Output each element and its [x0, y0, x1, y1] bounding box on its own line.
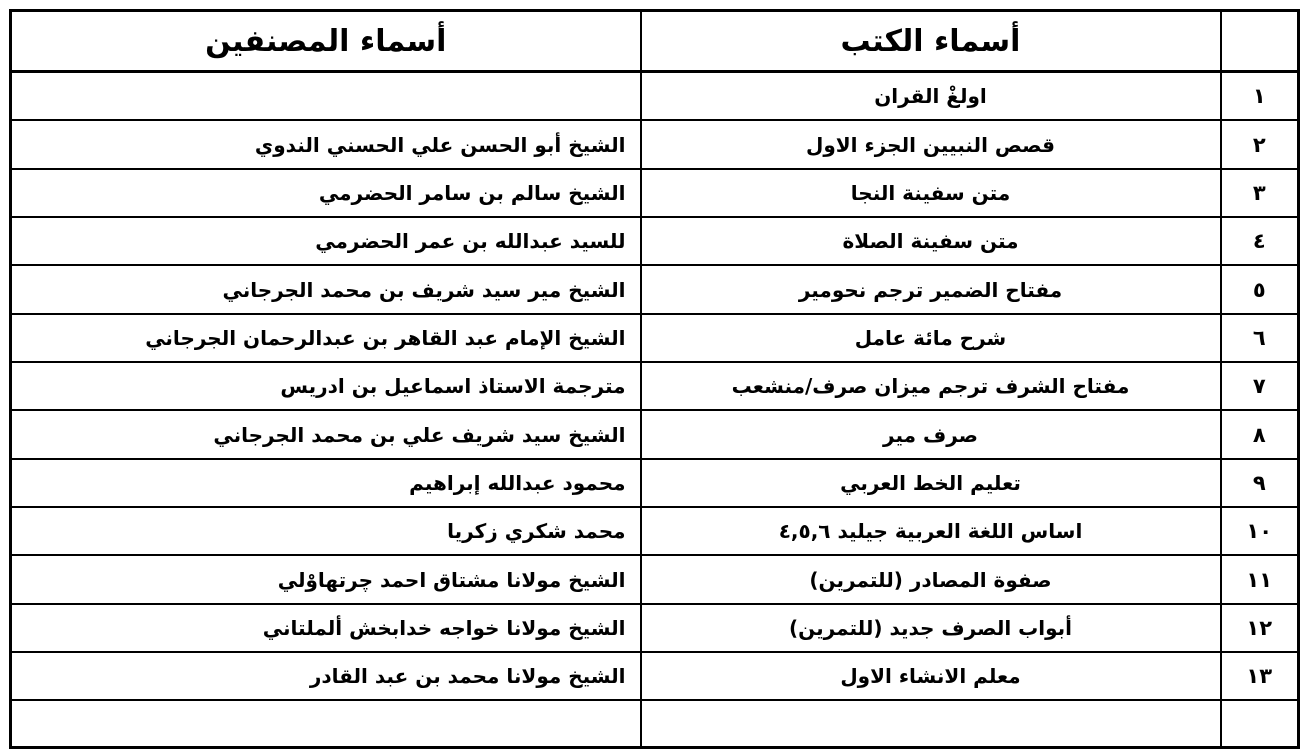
book-cell: اولغْ القران — [641, 72, 1221, 121]
table-row — [11, 604, 1299, 652]
author-cell: الشيخ مولانا خواجه خدابخش ألملتاني — [11, 604, 641, 652]
number-cell: ٣ — [1221, 169, 1299, 217]
author-cell: للسيد عبدالله بن عمر الحضرمي — [11, 217, 641, 265]
table-row — [11, 265, 1299, 313]
author-cell: الشيخ مير سيد شريف بن محمد الجرجاني — [11, 265, 641, 313]
author-cell — [11, 72, 641, 121]
number-column-header — [1221, 11, 1299, 72]
table-row-empty — [11, 700, 1299, 747]
books-table — [9, 9, 1300, 749]
author-cell: مترجمة الاستاذ اسماعيل بن ادريس — [11, 362, 641, 410]
author-cell: الشيخ سيد شريف علي بن محمد الجرجاني — [11, 410, 641, 458]
author-cell: الشيخ الإمام عبد القاهر بن عبدالرحمان الجرجاني — [11, 314, 641, 362]
book-cell: أبواب الصرف جديد (للتمرين) — [641, 604, 1221, 652]
author-cell: الشيخ مولانا محمد بن عبد القادر — [11, 652, 641, 700]
table-row — [11, 652, 1299, 700]
book-cell: شرح مائة عامل — [641, 314, 1221, 362]
author-cell: محمود عبدالله إبراهيم — [11, 459, 641, 507]
book-cell: متن سفينة النجا — [641, 169, 1221, 217]
number-cell: ٧ — [1221, 362, 1299, 410]
book-list-sheet — [9, 9, 1297, 749]
author-cell: الشيخ أبو الحسن علي الحسني الندوي — [11, 120, 641, 168]
number-cell: ١٣ — [1221, 652, 1299, 700]
authors-column-header: أسماء المصنفين — [11, 11, 641, 72]
number-cell: ١ — [1221, 72, 1299, 121]
book-cell: تعليم الخط العربي — [641, 459, 1221, 507]
table-row — [11, 459, 1299, 507]
book-cell: مفتاح الشرف ترجم ميزان صرف/منشعب — [641, 362, 1221, 410]
table-row — [11, 72, 1299, 121]
table-row — [11, 507, 1299, 555]
number-cell: ١٢ — [1221, 604, 1299, 652]
number-cell: ١٠ — [1221, 507, 1299, 555]
table-row — [11, 217, 1299, 265]
table-row — [11, 169, 1299, 217]
table-row — [11, 362, 1299, 410]
number-cell: ٤ — [1221, 217, 1299, 265]
table-row — [11, 314, 1299, 362]
number-cell — [1221, 700, 1299, 747]
author-cell: الشيخ سالم بن سامر الحضرمي — [11, 169, 641, 217]
table-row — [11, 555, 1299, 603]
author-cell: الشيخ مولانا مشتاق احمد چرتهاوْلي — [11, 555, 641, 603]
book-cell: مفتاح الضمير ترجم نحومير — [641, 265, 1221, 313]
book-cell: صرف مير — [641, 410, 1221, 458]
number-cell: ٩ — [1221, 459, 1299, 507]
book-cell: متن سفينة الصلاة — [641, 217, 1221, 265]
book-cell: قصص النبيين الجزء الاول — [641, 120, 1221, 168]
number-cell: ٢ — [1221, 120, 1299, 168]
author-cell: محمد شكري زكريا — [11, 507, 641, 555]
table-header-row — [11, 11, 1299, 72]
book-cell: صفوة المصادر (للتمرين) — [641, 555, 1221, 603]
books-column-header: أسماء الكتب — [641, 11, 1221, 72]
book-cell: معلم الانشاء الاول — [641, 652, 1221, 700]
book-cell: اساس اللغة العربية جيليد ٤,٥,٦ — [641, 507, 1221, 555]
author-cell — [11, 700, 641, 747]
number-cell: ٦ — [1221, 314, 1299, 362]
table-row — [11, 120, 1299, 168]
book-cell — [641, 700, 1221, 747]
number-cell: ٨ — [1221, 410, 1299, 458]
number-cell: ٥ — [1221, 265, 1299, 313]
number-cell: ١١ — [1221, 555, 1299, 603]
table-row — [11, 410, 1299, 458]
